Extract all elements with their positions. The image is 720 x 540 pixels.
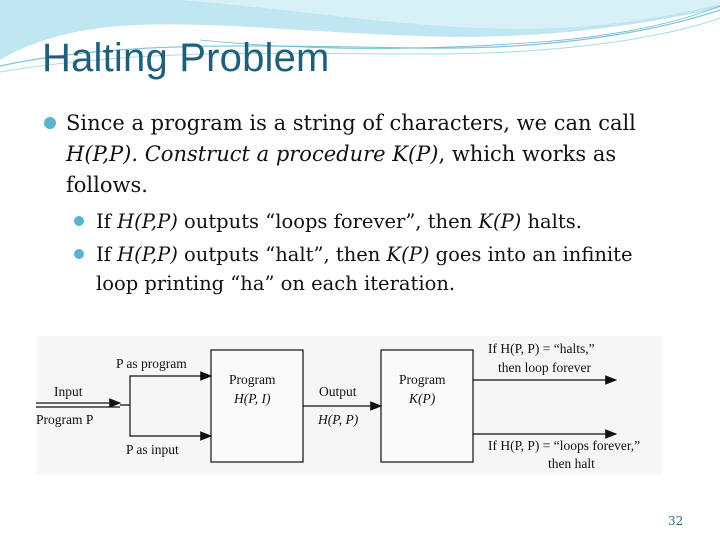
sub-bullet-halt: If H(P,P) outputs “halt”, then K(P) goes into an infinite loop printing “ha” on each iteration. <box>74 240 684 298</box>
bullet-main-line2 <box>66 139 684 170</box>
output-label: Output <box>319 384 357 399</box>
bullet-list <box>44 108 684 298</box>
sub-bullet-loops: If H(P,P) outputs “loops forever”, then K(P) halts. <box>74 207 684 236</box>
p-as-input-label: P as input <box>126 442 179 457</box>
bullet-main-line2-tail: , which works as <box>438 142 617 166</box>
hpp-term: H(P,P) <box>117 243 178 266</box>
output-value: H(P, P) <box>318 412 359 427</box>
loops-condition: If H(P, P) = “loops forever,” <box>488 438 641 453</box>
input-label: Input <box>54 384 83 399</box>
sub-bullet-halt-line2: loop printing “ha” on each iteration. <box>96 272 456 295</box>
box1-function: H(P, I) <box>234 391 271 406</box>
halts-condition: If H(P, P) = “halts,” <box>488 341 595 356</box>
loops-action: then halt <box>548 456 595 471</box>
program-p-label: Program P <box>36 412 94 427</box>
kp-term: K(P) <box>478 210 522 233</box>
halts-action: then loop forever <box>498 360 591 375</box>
bullet-main <box>44 108 684 201</box>
hpp-term: H(P,P) <box>117 210 178 233</box>
slide-title: Halting Problem <box>42 36 330 80</box>
box1-title: Program <box>229 372 276 387</box>
kp-term: K(P) <box>386 243 430 266</box>
page-number: 32 <box>668 514 684 528</box>
bullet-dot-icon <box>44 117 56 129</box>
hpp-term: H(P,P). Construct a procedure <box>66 142 393 166</box>
bullet-main-line1: Since a program is a string of characters, we can call <box>66 111 636 135</box>
bullet-main-line3: follows. <box>66 173 148 197</box>
bullet-dot-icon <box>74 216 84 226</box>
halting-diagram <box>36 336 662 474</box>
box2-title: Program <box>399 372 446 387</box>
kp-term: K(P) <box>392 142 439 166</box>
p-as-program-label: P as program <box>116 356 187 371</box>
fork-lines <box>120 376 209 436</box>
box2-function: K(P) <box>409 391 436 406</box>
bullet-dot-icon <box>74 249 84 259</box>
